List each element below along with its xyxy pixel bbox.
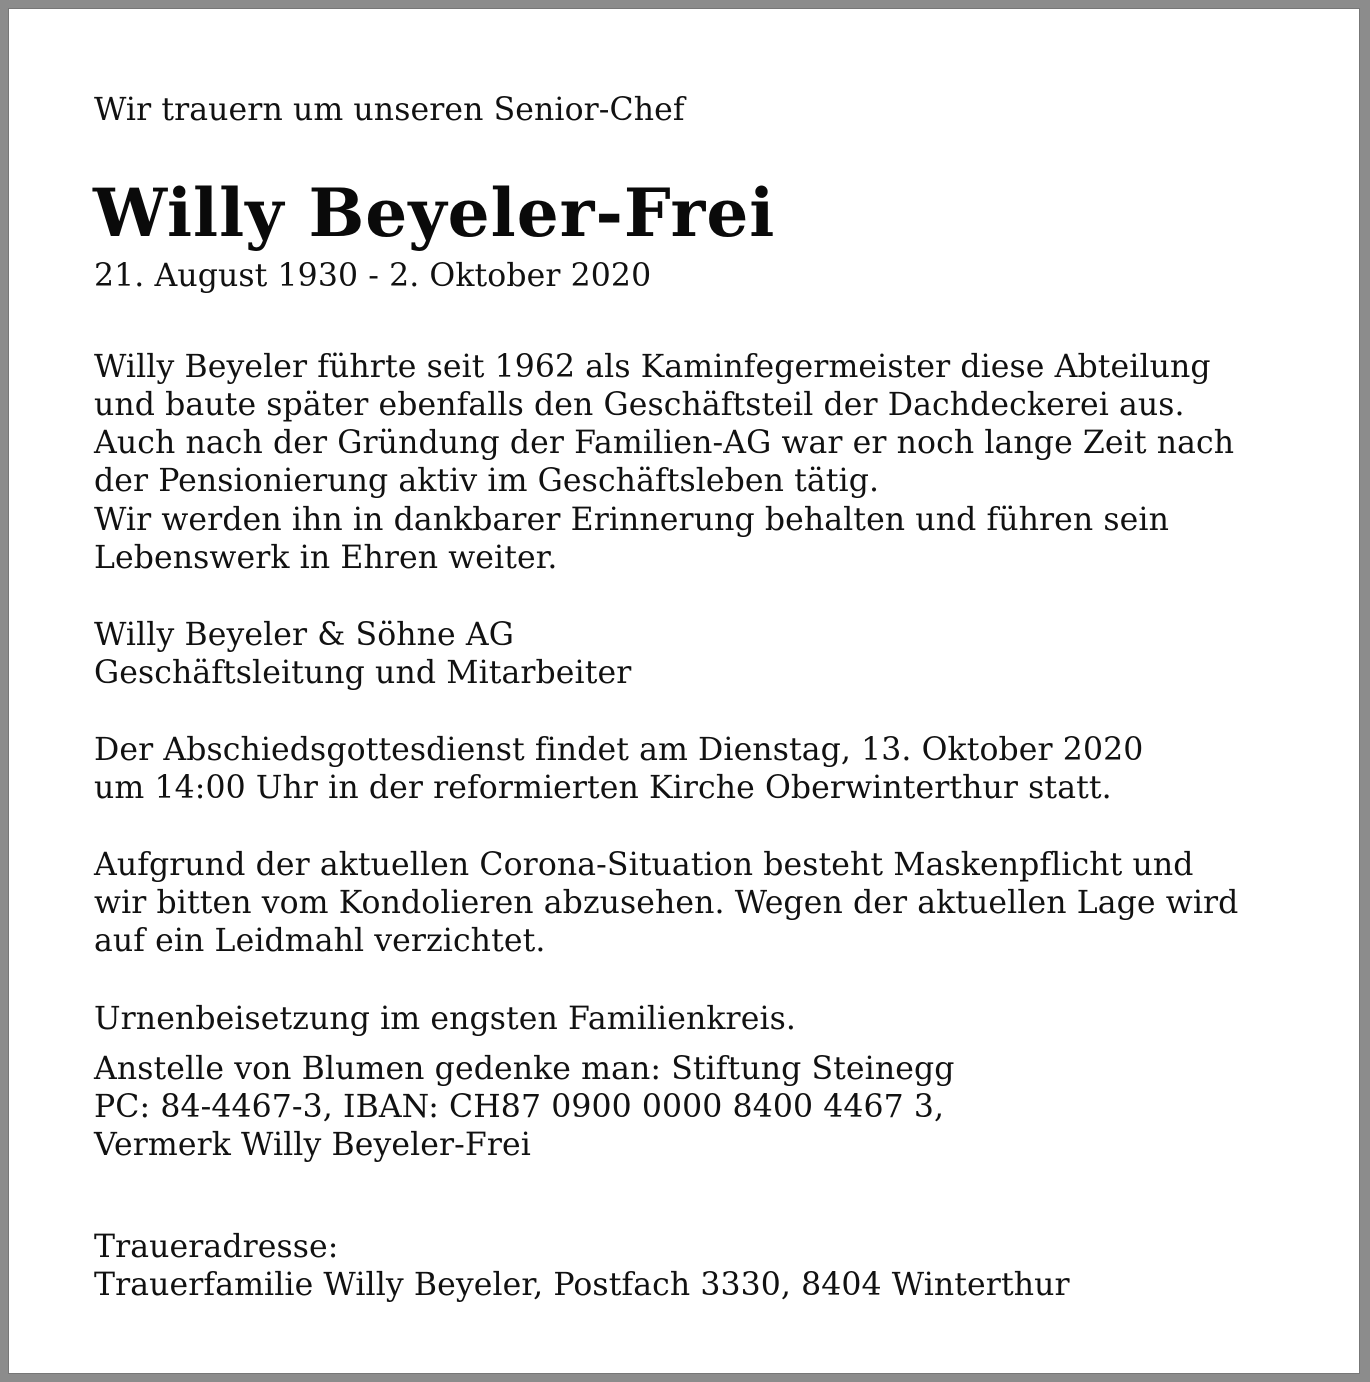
company-staff: Geschäftsleitung und Mitarbeiter — [94, 655, 632, 691]
service-line: Der Abschiedsgottesdienst findet am Dienstag, 13. Oktober 2020 — [94, 732, 1144, 768]
biography-line: Willy Beyeler führte seit 1962 als Kaminfegermeister diese Abteilung — [94, 349, 1211, 385]
address-line: Trauerfamilie Willy Beyeler, Postfach 3330, 8404 Winterthur — [94, 1267, 1070, 1303]
intro-text: Wir trauern um unseren Senior-Chef — [94, 92, 685, 128]
service-line: um 14:00 Uhr in der reformierten Kirche Oberwinterthur statt. — [94, 770, 1112, 806]
corona-line: Aufgrund der aktuellen Corona-Situation besteht Maskenpflicht und — [94, 847, 1194, 883]
corona-line: wir bitten vom Kondolieren abzusehen. Wegen der aktuellen Lage wird — [94, 885, 1239, 921]
address-label: Traueradresse: — [94, 1229, 339, 1265]
deceased-name: Willy Beyeler-Frei — [93, 174, 776, 252]
donation-line: Vermerk Willy Beyeler-Frei — [94, 1127, 531, 1163]
corona-line: auf ein Leidmahl verzichtet. — [94, 923, 546, 959]
donation-line: PC: 84-4467-3, IBAN: CH87 0900 0000 8400 4467 3, — [94, 1089, 945, 1125]
obituary-notice — [9, 9, 1359, 1373]
life-dates: 21. August 1930 - 2. Oktober 2020 — [94, 258, 652, 294]
biography-line: und baute später ebenfalls den Geschäftsteil der Dachdeckerei aus. — [94, 387, 1185, 423]
company-name: Willy Beyeler & Söhne AG — [94, 617, 515, 653]
biography-line: Auch nach der Gründung der Familien-AG war er noch lange Zeit nach — [94, 425, 1235, 461]
burial-text: Urnenbeisetzung im engsten Familienkreis. — [94, 1001, 796, 1037]
biography-line: Wir werden ihn in dankbarer Erinnerung behalten und führen sein — [94, 502, 1169, 538]
biography-line: Lebenswerk in Ehren weiter. — [94, 540, 558, 576]
biography-line: der Pensionierung aktiv im Geschäftsleben tätig. — [94, 463, 880, 499]
donation-line: Anstelle von Blumen gedenke man: Stiftung Steinegg — [94, 1051, 955, 1087]
